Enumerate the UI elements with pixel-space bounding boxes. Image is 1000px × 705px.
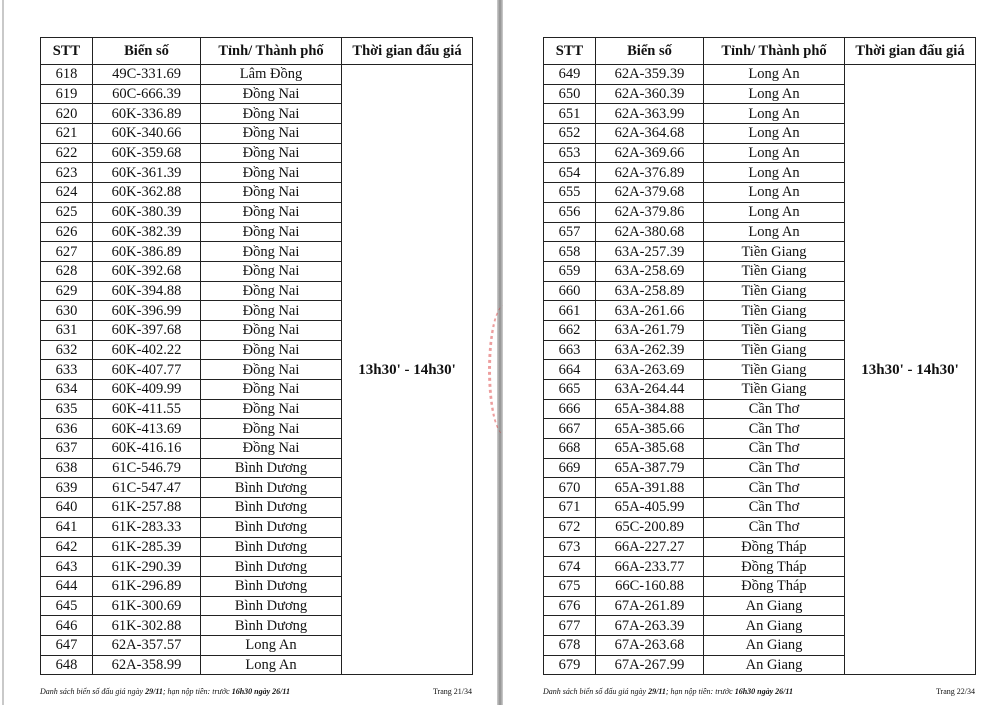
row-province: Đồng Nai <box>201 242 342 262</box>
row-plate: 62A-359.39 <box>596 65 704 85</box>
row-province: An Giang <box>704 655 845 675</box>
row-stt: 665 <box>544 380 596 400</box>
row-province: Tiền Giang <box>704 360 845 380</box>
row-stt: 675 <box>544 576 596 596</box>
table-body-left <box>41 65 473 675</box>
row-stt: 629 <box>41 281 93 301</box>
row-province: Đồng Nai <box>201 183 342 203</box>
row-province: Đồng Nai <box>201 143 342 163</box>
row-plate: 62A-379.86 <box>596 202 704 222</box>
row-plate: 60K-416.16 <box>93 439 201 459</box>
row-province: Đồng Nai <box>201 222 342 242</box>
row-plate: 60K-413.69 <box>93 419 201 439</box>
row-stt: 623 <box>41 163 93 183</box>
table-body-right <box>544 65 976 675</box>
row-province: Long An <box>704 163 845 183</box>
row-province: Bình Dương <box>201 517 342 537</box>
row-province: Long An <box>704 183 845 203</box>
row-stt: 661 <box>544 301 596 321</box>
row-plate: 60K-340.66 <box>93 124 201 144</box>
row-stt: 674 <box>544 557 596 577</box>
table-row <box>544 65 976 85</box>
row-province: An Giang <box>704 635 845 655</box>
row-plate: 60K-407.77 <box>93 360 201 380</box>
table-header-row <box>41 38 473 65</box>
header-stt: STT <box>41 38 93 65</box>
row-province: Tiền Giang <box>704 380 845 400</box>
row-stt: 642 <box>41 537 93 557</box>
row-province: Đồng Nai <box>201 360 342 380</box>
row-province: Đồng Nai <box>201 84 342 104</box>
page-edge <box>2 0 4 705</box>
row-province: Đồng Tháp <box>704 557 845 577</box>
page-footer-left <box>40 687 472 696</box>
row-stt: 621 <box>41 124 93 144</box>
row-plate: 60K-362.88 <box>93 183 201 203</box>
row-stt: 676 <box>544 596 596 616</box>
row-stt: 634 <box>41 380 93 400</box>
row-province: Đồng Nai <box>201 340 342 360</box>
row-stt: 626 <box>41 222 93 242</box>
row-plate: 61K-290.39 <box>93 557 201 577</box>
row-province: Long An <box>704 65 845 85</box>
row-plate: 63A-263.69 <box>596 360 704 380</box>
header-time: Thời gian đấu giá <box>342 38 473 65</box>
row-stt: 628 <box>41 261 93 281</box>
footer-middle: ; hạn nộp tiền: trước <box>162 687 232 696</box>
row-stt: 630 <box>41 301 93 321</box>
row-plate: 60K-396.99 <box>93 301 201 321</box>
row-plate: 65A-384.88 <box>596 399 704 419</box>
row-province: Long An <box>704 222 845 242</box>
row-province: Long An <box>704 202 845 222</box>
row-stt: 648 <box>41 655 93 675</box>
row-stt: 624 <box>41 183 93 203</box>
row-province: Đồng Nai <box>201 202 342 222</box>
header-province: Tỉnh/ Thành phố <box>201 38 342 65</box>
row-plate: 62A-360.39 <box>596 84 704 104</box>
row-province: Cần Thơ <box>704 399 845 419</box>
auction-table-left <box>40 37 473 675</box>
row-province: Đồng Tháp <box>704 576 845 596</box>
row-plate: 62A-357.57 <box>93 635 201 655</box>
row-stt: 672 <box>544 517 596 537</box>
footer-middle: ; hạn nộp tiền: trước <box>665 687 735 696</box>
row-province: Bình Dương <box>201 537 342 557</box>
row-plate: 61K-257.88 <box>93 498 201 518</box>
header-plate: Biển số <box>93 38 201 65</box>
row-plate: 66C-160.88 <box>596 576 704 596</box>
row-stt: 670 <box>544 478 596 498</box>
row-plate: 60K-382.39 <box>93 222 201 242</box>
row-province: Bình Dương <box>201 557 342 577</box>
row-plate: 66A-227.27 <box>596 537 704 557</box>
row-plate: 63A-258.89 <box>596 281 704 301</box>
row-stt: 666 <box>544 399 596 419</box>
footer-deadline: 16h30 ngày 26/11 <box>734 687 793 696</box>
row-province: Cần Thơ <box>704 517 845 537</box>
row-stt: 656 <box>544 202 596 222</box>
row-plate: 67A-267.99 <box>596 655 704 675</box>
row-plate: 63A-262.39 <box>596 340 704 360</box>
row-province: Tiền Giang <box>704 242 845 262</box>
row-stt: 646 <box>41 616 93 636</box>
row-province: Cần Thơ <box>704 419 845 439</box>
row-province: Long An <box>704 84 845 104</box>
header-stt: STT <box>544 38 596 65</box>
row-province: Lâm Đồng <box>201 65 342 85</box>
row-province: Cần Thơ <box>704 478 845 498</box>
row-stt: 645 <box>41 596 93 616</box>
row-stt: 622 <box>41 143 93 163</box>
row-plate: 60K-386.89 <box>93 242 201 262</box>
row-plate: 65A-385.68 <box>596 439 704 459</box>
row-plate: 65A-391.88 <box>596 478 704 498</box>
row-stt: 659 <box>544 261 596 281</box>
page-left <box>0 0 497 705</box>
row-stt: 647 <box>41 635 93 655</box>
row-province: Đồng Nai <box>201 439 342 459</box>
row-plate: 61K-285.39 <box>93 537 201 557</box>
page-right <box>503 0 1000 705</box>
row-province: Cần Thơ <box>704 498 845 518</box>
row-province: Đồng Nai <box>201 419 342 439</box>
row-stt: 654 <box>544 163 596 183</box>
row-plate: 62A-379.68 <box>596 183 704 203</box>
row-province: Đồng Nai <box>201 163 342 183</box>
row-plate: 49C-331.69 <box>93 65 201 85</box>
row-province: Đồng Nai <box>201 301 342 321</box>
row-stt: 640 <box>41 498 93 518</box>
row-stt: 650 <box>544 84 596 104</box>
row-stt: 679 <box>544 655 596 675</box>
row-plate: 60K-361.39 <box>93 163 201 183</box>
row-stt: 652 <box>544 124 596 144</box>
row-plate: 67A-261.89 <box>596 596 704 616</box>
table-row <box>41 65 473 85</box>
footer-deadline: 16h30 ngày 26/11 <box>231 687 290 696</box>
row-plate: 62A-358.99 <box>93 655 201 675</box>
row-province: Đồng Nai <box>201 380 342 400</box>
row-plate: 61C-547.47 <box>93 478 201 498</box>
row-plate: 60K-411.55 <box>93 399 201 419</box>
row-stt: 664 <box>544 360 596 380</box>
row-stt: 657 <box>544 222 596 242</box>
row-province: Đồng Nai <box>201 399 342 419</box>
row-plate: 66A-233.77 <box>596 557 704 577</box>
row-province: Bình Dương <box>201 596 342 616</box>
row-plate: 60K-394.88 <box>93 281 201 301</box>
row-province: Tiền Giang <box>704 340 845 360</box>
row-stt: 638 <box>41 458 93 478</box>
row-plate: 65A-387.79 <box>596 458 704 478</box>
row-plate: 60K-397.68 <box>93 320 201 340</box>
row-stt: 632 <box>41 340 93 360</box>
row-province: Bình Dương <box>201 616 342 636</box>
row-plate: 63A-257.39 <box>596 242 704 262</box>
row-plate: 60K-359.68 <box>93 143 201 163</box>
footer-prefix: Danh sách biển số đấu giá ngày <box>543 687 649 696</box>
row-province: Long An <box>704 124 845 144</box>
row-plate: 60C-666.39 <box>93 84 201 104</box>
row-stt: 660 <box>544 281 596 301</box>
row-plate: 63A-261.66 <box>596 301 704 321</box>
row-stt: 641 <box>41 517 93 537</box>
row-province: Đồng Nai <box>201 261 342 281</box>
row-plate: 62A-380.68 <box>596 222 704 242</box>
row-province: Cần Thơ <box>704 458 845 478</box>
row-plate: 60K-409.99 <box>93 380 201 400</box>
row-plate: 63A-258.69 <box>596 261 704 281</box>
row-stt: 678 <box>544 635 596 655</box>
row-plate: 65A-405.99 <box>596 498 704 518</box>
row-plate: 63A-264.44 <box>596 380 704 400</box>
header-plate: Biển số <box>596 38 704 65</box>
row-province: Tiền Giang <box>704 301 845 321</box>
footer-prefix: Danh sách biển số đấu giá ngày <box>40 687 146 696</box>
row-plate: 61K-300.69 <box>93 596 201 616</box>
footer-date: 29/11 <box>648 687 666 696</box>
row-province: Tiền Giang <box>704 320 845 340</box>
row-province: Đồng Nai <box>201 124 342 144</box>
row-plate: 67A-263.68 <box>596 635 704 655</box>
row-province: Bình Dương <box>201 576 342 596</box>
row-stt: 658 <box>544 242 596 262</box>
row-plate: 65C-200.89 <box>596 517 704 537</box>
row-province: Long An <box>704 143 845 163</box>
row-plate: 60K-392.68 <box>93 261 201 281</box>
footer-date: 29/11 <box>145 687 163 696</box>
row-province: Bình Dương <box>201 458 342 478</box>
row-stt: 649 <box>544 65 596 85</box>
row-stt: 671 <box>544 498 596 518</box>
table-header-row <box>544 38 976 65</box>
row-stt: 669 <box>544 458 596 478</box>
row-stt: 655 <box>544 183 596 203</box>
row-plate: 60K-336.89 <box>93 104 201 124</box>
row-stt: 662 <box>544 320 596 340</box>
row-stt: 673 <box>544 537 596 557</box>
row-plate: 61K-296.89 <box>93 576 201 596</box>
row-province: An Giang <box>704 596 845 616</box>
row-province: Bình Dương <box>201 478 342 498</box>
row-stt: 618 <box>41 65 93 85</box>
row-province: Long An <box>201 655 342 675</box>
row-plate: 62A-369.66 <box>596 143 704 163</box>
row-plate: 61K-302.88 <box>93 616 201 636</box>
row-stt: 643 <box>41 557 93 577</box>
row-plate: 62A-364.68 <box>596 124 704 144</box>
auction-time-cell: 13h30' - 14h30' <box>342 65 473 675</box>
row-plate: 67A-263.39 <box>596 616 704 636</box>
row-province: Tiền Giang <box>704 261 845 281</box>
row-plate: 61C-546.79 <box>93 458 201 478</box>
page-number: Trang 22/34 <box>935 687 975 696</box>
row-province: Đồng Nai <box>201 104 342 124</box>
row-province: Bình Dương <box>201 498 342 518</box>
row-plate: 65A-385.66 <box>596 419 704 439</box>
row-plate: 62A-376.89 <box>596 163 704 183</box>
row-stt: 644 <box>41 576 93 596</box>
row-plate: 60K-402.22 <box>93 340 201 360</box>
row-stt: 636 <box>41 419 93 439</box>
row-stt: 619 <box>41 84 93 104</box>
row-province: An Giang <box>704 616 845 636</box>
row-plate: 60K-380.39 <box>93 202 201 222</box>
row-stt: 620 <box>41 104 93 124</box>
row-plate: 61K-283.33 <box>93 517 201 537</box>
row-stt: 633 <box>41 360 93 380</box>
row-stt: 677 <box>544 616 596 636</box>
row-stt: 667 <box>544 419 596 439</box>
row-province: Long An <box>201 635 342 655</box>
row-plate: 62A-363.99 <box>596 104 704 124</box>
page-footer-right <box>543 687 975 696</box>
auction-table-right <box>543 37 976 675</box>
row-stt: 631 <box>41 320 93 340</box>
row-stt: 627 <box>41 242 93 262</box>
row-province: Đồng Tháp <box>704 537 845 557</box>
row-stt: 637 <box>41 439 93 459</box>
row-province: Long An <box>704 104 845 124</box>
row-stt: 651 <box>544 104 596 124</box>
page-number: Trang 21/34 <box>432 687 472 696</box>
row-province: Đồng Nai <box>201 320 342 340</box>
header-province: Tỉnh/ Thành phố <box>704 38 845 65</box>
row-stt: 639 <box>41 478 93 498</box>
row-stt: 625 <box>41 202 93 222</box>
row-stt: 653 <box>544 143 596 163</box>
row-province: Đồng Nai <box>201 281 342 301</box>
row-plate: 63A-261.79 <box>596 320 704 340</box>
row-province: Cần Thơ <box>704 439 845 459</box>
row-stt: 668 <box>544 439 596 459</box>
header-time: Thời gian đấu giá <box>845 38 976 65</box>
auction-time-cell: 13h30' - 14h30' <box>845 65 976 675</box>
row-province: Tiền Giang <box>704 281 845 301</box>
row-stt: 635 <box>41 399 93 419</box>
row-stt: 663 <box>544 340 596 360</box>
